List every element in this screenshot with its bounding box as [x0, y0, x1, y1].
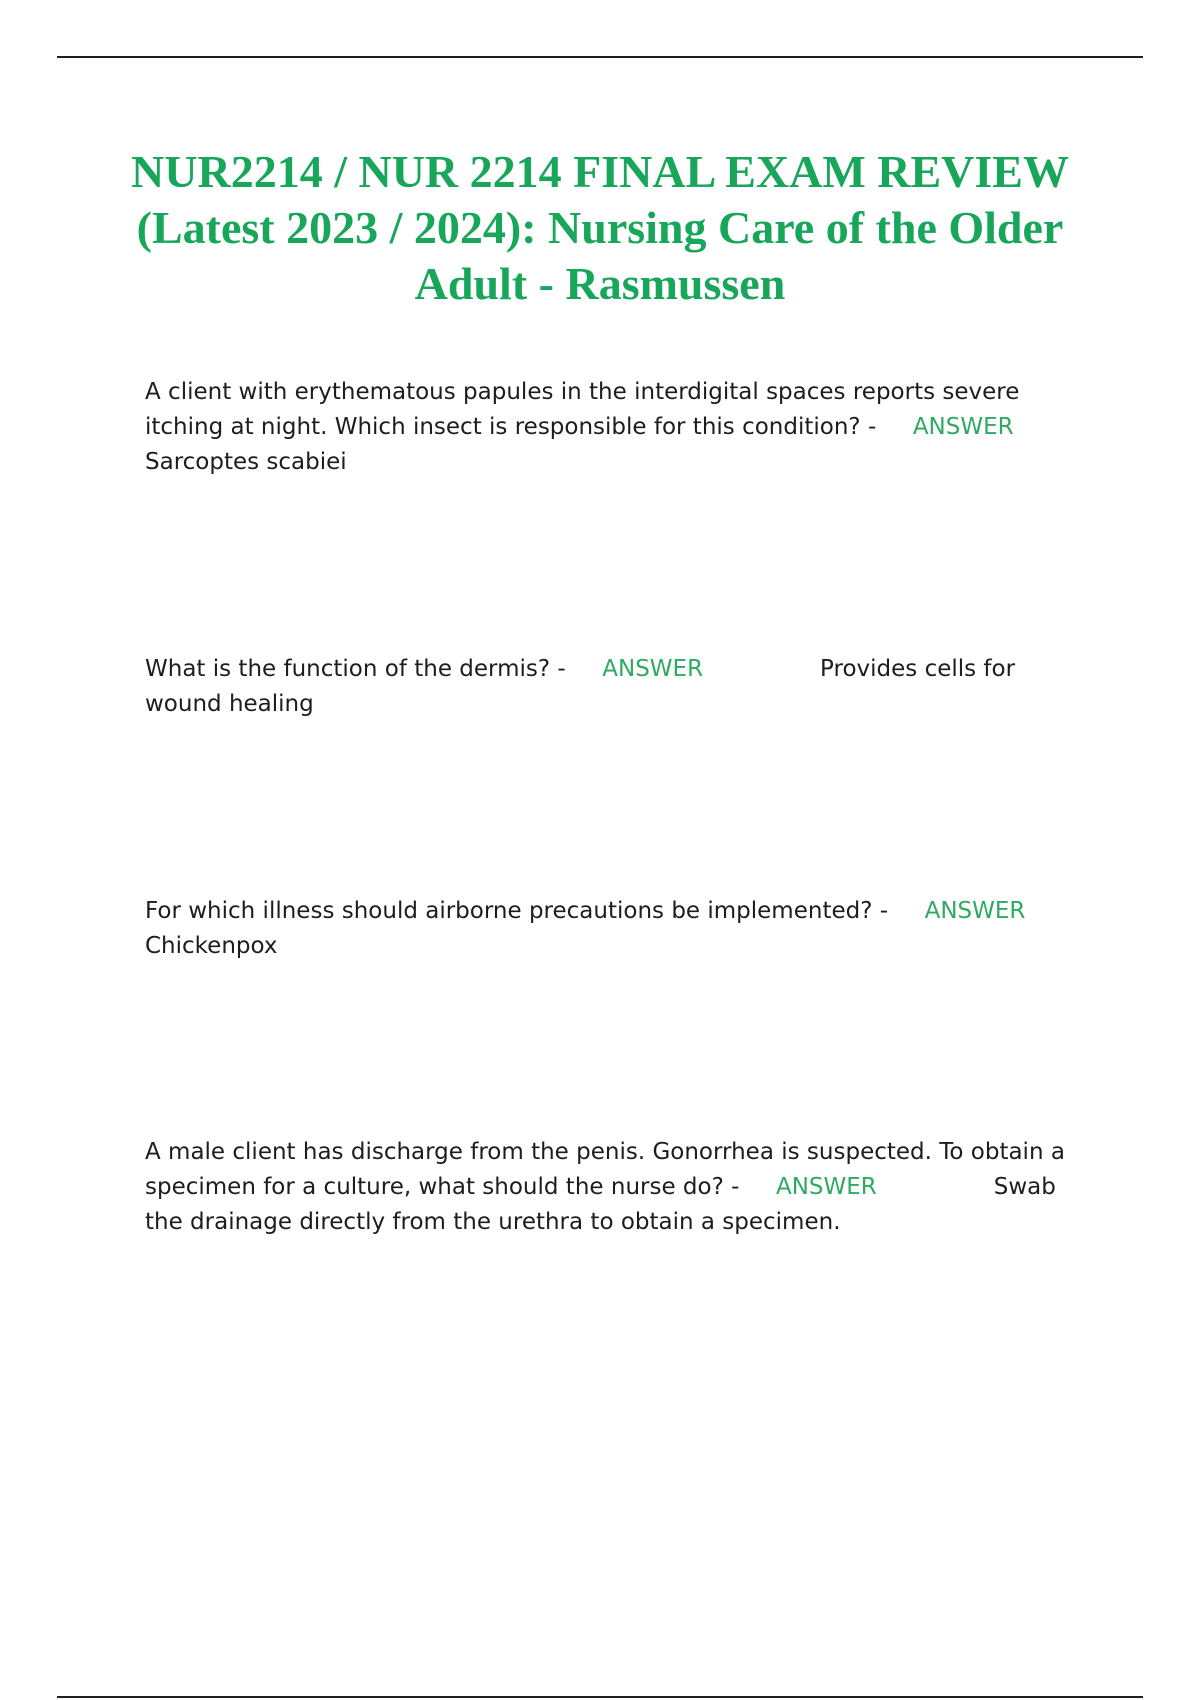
question-text: A male client has discharge from the penis. Gonorrhea is suspected. To obtain a specimen for a culture, what should the nurse do? -	[145, 1139, 1073, 1200]
answer-text: Chickenpox	[145, 933, 278, 959]
question-text: What is the function of the dermis? -	[145, 656, 566, 682]
answer-text: Provides cells for wound healing	[145, 656, 1023, 717]
answer-label: ANSWER	[775, 1174, 877, 1200]
qa-item	[145, 1135, 1075, 1240]
question-text: A client with erythematous papules in the interdigital spaces reports severe itching at night. Which insect is responsible for this condition? -	[145, 379, 1027, 440]
answer-label: ANSWER	[924, 898, 1026, 924]
answer-text: Swab the drainage directly from the urethra to obtain a specimen.	[145, 1174, 1064, 1235]
answer-text: Sarcoptes scabiei	[145, 449, 347, 475]
qa-item	[145, 375, 1075, 480]
document-title: NUR2214 / NUR 2214 FINAL EXAM REVIEW (Latest 2023 / 2024): Nursing Care of the Older Adult - Rasmussen	[131, 146, 1069, 309]
bottom-rule	[57, 1696, 1143, 1698]
answer-label: ANSWER	[912, 414, 1014, 440]
question-text: For which illness should airborne precautions be implemented? -	[145, 898, 889, 924]
qa-item	[145, 894, 1075, 964]
answer-label: ANSWER	[602, 656, 704, 682]
top-rule	[57, 56, 1143, 58]
qa-item	[145, 652, 1075, 722]
